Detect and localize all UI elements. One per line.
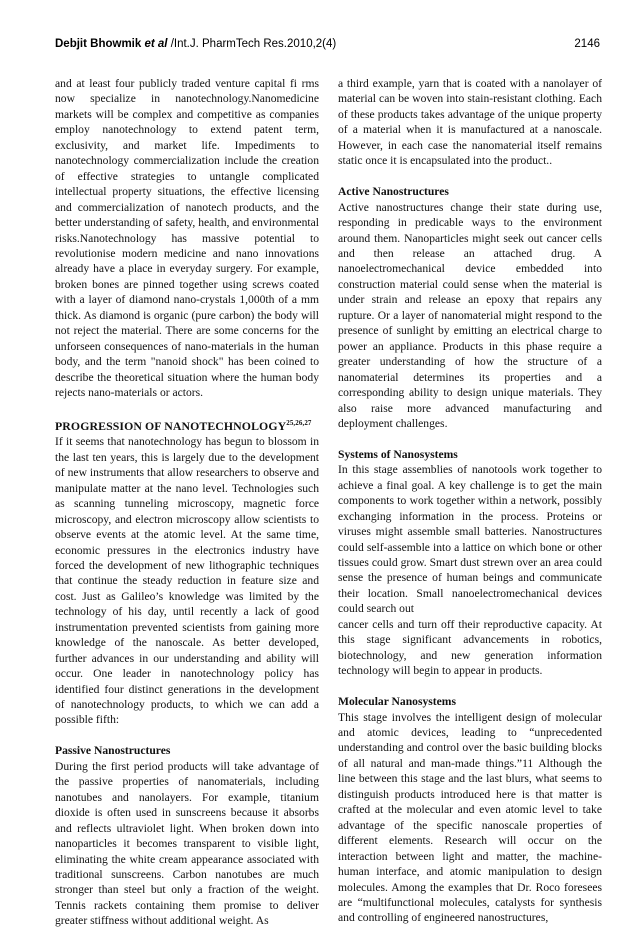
header-journal: /Int.J. PharmTech Res.2010,2(4)	[170, 38, 337, 50]
left-column	[55, 76, 319, 929]
spacer	[338, 169, 602, 184]
spacer	[55, 401, 319, 416]
page-number: 2146	[574, 38, 600, 50]
header-etal: et al	[144, 38, 168, 50]
paragraph: If it seems that nanotechnology has begun to blossom in the last ten years, this is largely due to the development of new instruments that allow researchers to observe and manipulate matter at the nano level. Technologies such as scanning tunneling microscopy, magnetic force microscopy, and electron microscopy allow scientists to observe events at the atomic level. At the same time, economic pressures in the electronics industry have forced the development of new lithographic techniques that continue the steady reduction in feature size and cost. Just as Galileo’s knowledge was limited by the technology of his day, until recently a lack of good instrumentation prevented scientists from gaining more knowledge of the nanoscale. As better developed, further advances in our understanding and ability will occur. One leader in nanotechnology policy has identified four distinct generations in the development of nanotechnology products, to which we can add a possible fifth:	[55, 435, 319, 727]
subheading-molecular: Molecular Nanosystems	[338, 695, 456, 709]
paragraph: This stage involves the intelligent design of molecular and atomic devices, leading to “unprecedented understanding and control over the basic building blocks of all natural and man-made things.”11 Although the line between this stage and the last blurs, what seems to distinguish products introduced here is that matter is crafted at the molecular and even atomic level to take advantage of the specific nanoscale properties of different elements. Research will occur on the interaction between light and matter, the machine-human interface, and atomic manipulation to design molecules. Among the examples that Dr. Roco foresees are “multifunctional molecules, catalysts for synthesis and controlling of engineered nanostructures,	[338, 710, 602, 925]
subheading-passive: Passive Nanostructures	[55, 744, 171, 758]
right-column	[338, 76, 602, 926]
header-citation	[55, 38, 336, 50]
section-heading	[55, 416, 319, 434]
spacer	[55, 728, 319, 743]
paragraph: Active nanostructures change their state during use, responding in predicable ways to the environment around them. Nanoparticles might seek out cancer cells and then release an attached drug. A nanoelectromechanical device embedded into construction material could sense when the material is under strain and release an epoxy that repairs any rupture. Or a layer of nanomaterial might respond to the presence of sunlight by emitting an electrical charge to power an appliance. Products in this phase require a greater understanding of how the structure of a nanomaterial determines its properties and a corresponding ability to design unique materials. They also raise more advanced manufacturing and deployment challenges.	[338, 200, 602, 430]
paragraph: and at least four publicly traded venture capital fi rms now specialize in nanotechnology.Nanomedicine markets will be complex and competitive as companies employ nanotechnology to extend patent term, exclusivity, and market life. Impediments to nanotechnology commercialization include the creation of effective strategies to untangle complicated intellectual property situations, the effective licensing and commercialization of nanotech products, and the better understanding of safety, health, and environmental risks.Nanotechnology has massive potential to revolutionise modern medicine and nano innovations already have a place in everyday surgery. For example, broken bones are pinned together using screws coated with a layer of diamond nano-crystals 1,000th of a mm thick. As diamond is organic (pure carbon) the body will not reject the material. There are some concerns for the unforseen consequences of nano-materials in the human body, and the term "nanoid shock" has been coined to describe the theoretical situation where the human body rejects nano-materials or actors.	[55, 77, 319, 400]
spacer	[338, 679, 602, 694]
section-heading-text: PROGRESSION OF NANOTECHNOLOGY	[55, 418, 287, 433]
subheading-active: Active Nanostructures	[338, 185, 449, 199]
paragraph: In this stage assemblies of nanotools work together to achieve a final goal. A key challenge is to get the main components to work together within a network, possibly exchanging information in the process. Proteins or viruses might assemble small batteries. Nanostructures could self-assemble into a lattice on which bone or other tissues could grow. Smart dust strewn over an area could sense the presence of human beings and communicate their location. Small nanoelectromechanical devices could search out	[338, 463, 602, 616]
spacer	[338, 431, 602, 446]
subheading-systems: Systems of Nanosystems	[338, 447, 458, 461]
header-author: Debjit Bhowmik	[55, 38, 142, 50]
running-header	[55, 38, 600, 54]
paragraph: a third example, yarn that is coated with a nanolayer of material can be woven into stain-resistant clothing. Each of these products takes advantage of the unique property of a material when it is manufactured at a nanoscale. However, in each case the nanomaterial itself remains static once it is encapsulated into the product..	[338, 77, 602, 168]
paragraph: cancer cells and turn off their reproductive capacity. At this stage significant advancements in robotics, biotechnology, and new generation information technology will begin to appear in products.	[338, 617, 602, 678]
paragraph: During the first period products will take advantage of the passive properties of nanomaterials, including nanotubes and nanolayers. For example, titanium dioxide is often used in sunscreens because it absorbs and reflects ultraviolet light. When broken down into nanoparticles it becomes transparent to visible light, eliminating the white cream appearance associated with traditional sunscreens. Carbon nanotubes are much stronger than steel but only a fraction of the weight. Tennis rackets containing them promise to deliver greater stiffness without additional weight. As	[55, 759, 319, 928]
section-heading-refs: 25,26,27	[286, 418, 312, 427]
